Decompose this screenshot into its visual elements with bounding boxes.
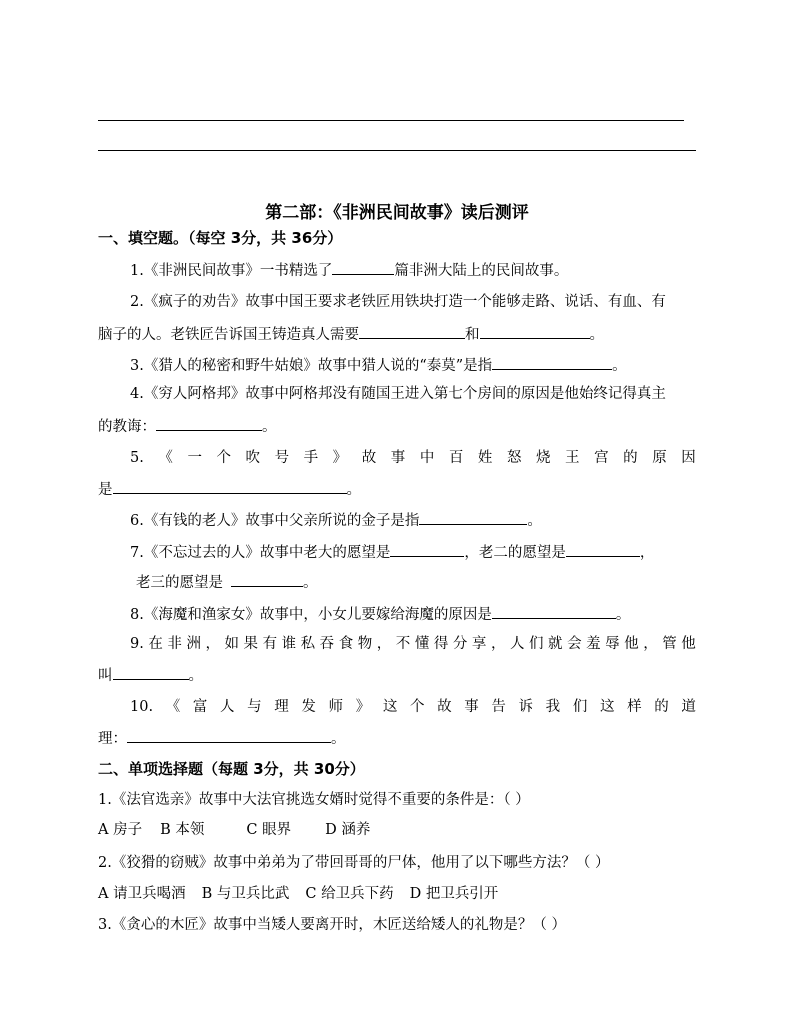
choice-options-1 [98, 820, 370, 840]
question-1-4-line1: 4.《穷人阿格邦》故事中阿格邦没有随国王进入第七个房间的原因是他始终记得真主 [130, 386, 666, 402]
fill-blank[interactable] [113, 478, 347, 494]
fill-blank[interactable] [566, 541, 640, 557]
option-b[interactable]: B 与卫兵比武 [201, 886, 290, 902]
question-1-10-line2: 理： 。 [98, 727, 346, 749]
question-1-2-line2: 脑子的人。老铁匠告诉国王铸造真人需要 和 。 [98, 323, 604, 345]
option-a[interactable]: A 房子 [98, 822, 143, 838]
question-1-5-line1: 5. 《 一 个 吹 号 手 》 故 事 中 百 姓 怒 烧 王 宫 的 原 因 [130, 450, 696, 466]
fill-blank[interactable] [492, 603, 616, 619]
question-1-9-line1: 9. 在 非 洲 ， 如 果 有 谁 私 吞 食 物 ， 不 懂 得 分 享 ， 人 们 就 会 羞 辱 他 ， 管 他 [130, 636, 696, 652]
answer-line-2 [98, 150, 696, 151]
question-1-7-line1: 7.《不忘过去的人》故事中老大的愿望是 ，老二的愿望是 ， [130, 541, 654, 563]
option-b[interactable]: B 本领 [160, 822, 205, 838]
section1-header: 一、填空题。（每空 3分，共 36分） [98, 229, 343, 247]
choice-question-1: 1.《法官选亲》故事中大法官挑选女婿时觉得不重要的条件是：（ ） [98, 792, 530, 808]
fill-blank[interactable] [113, 664, 189, 680]
choice-question-2: 2.《狡猾的窃贼》故事中弟弟为了带回哥哥的尸体，他用了以下哪些方法？（ ） [98, 855, 610, 871]
question-1-9-line2: 叫 。 [98, 664, 203, 686]
fill-blank[interactable] [156, 415, 262, 431]
question-1-4-line2: 的教诲： 。 [98, 415, 277, 437]
question-1-7-line2: 老三的愿望是 。 [136, 571, 318, 593]
choice-question-3: 3.《贪心的木匠》故事中当矮人要离开时，木匠送给矮人的礼物是？（ ） [98, 917, 566, 933]
option-d[interactable]: D 把卫兵引开 [409, 886, 499, 902]
question-1-8: 8.《海魔和渔家女》故事中，小女儿要嫁给海魔的原因是 。 [130, 603, 630, 625]
question-1-1: 1.《非洲民间故事》一书精选了 篇非洲大陆上的民间故事。 [130, 259, 568, 281]
page-title: 第二部：《非洲民间故事》读后测评 [265, 203, 529, 223]
choice-options-2 [98, 884, 498, 904]
fill-blank[interactable] [127, 727, 331, 743]
answer-line-1 [98, 120, 684, 121]
question-1-6: 6.《有钱的老人》故事中父亲所说的金子是指 。 [130, 509, 542, 531]
question-1-3: 3.《猎人的秘密和野牛姑娘》故事中猎人说的“泰莫”是指 。 [130, 354, 627, 376]
fill-blank[interactable] [231, 571, 303, 587]
fill-blank[interactable] [332, 259, 394, 275]
option-c[interactable]: C 给卫兵下药 [305, 886, 394, 902]
question-1-5-line2: 是 。 [98, 478, 361, 500]
question-1-2-line1: 2.《疯子的劝告》故事中国王要求老铁匠用铁块打造一个能够走路、说话、有血、有 [130, 294, 666, 310]
fill-blank[interactable] [359, 323, 465, 339]
fill-blank[interactable] [492, 354, 612, 370]
fill-blank[interactable] [390, 541, 464, 557]
option-a[interactable]: A 请卫兵喝酒 [98, 886, 186, 902]
fill-blank[interactable] [419, 509, 527, 525]
question-1-10-line1: 10. 《 富 人 与 理 发 师 》 这 个 故 事 告 诉 我 们 这 样 的 道 [130, 699, 696, 715]
fill-blank[interactable] [480, 323, 590, 339]
section2-header: 二、单项选择题（每题 3分，共 30分） [98, 760, 365, 778]
option-d[interactable]: D 涵养 [325, 822, 371, 838]
option-c[interactable]: C 眼界 [246, 822, 292, 838]
